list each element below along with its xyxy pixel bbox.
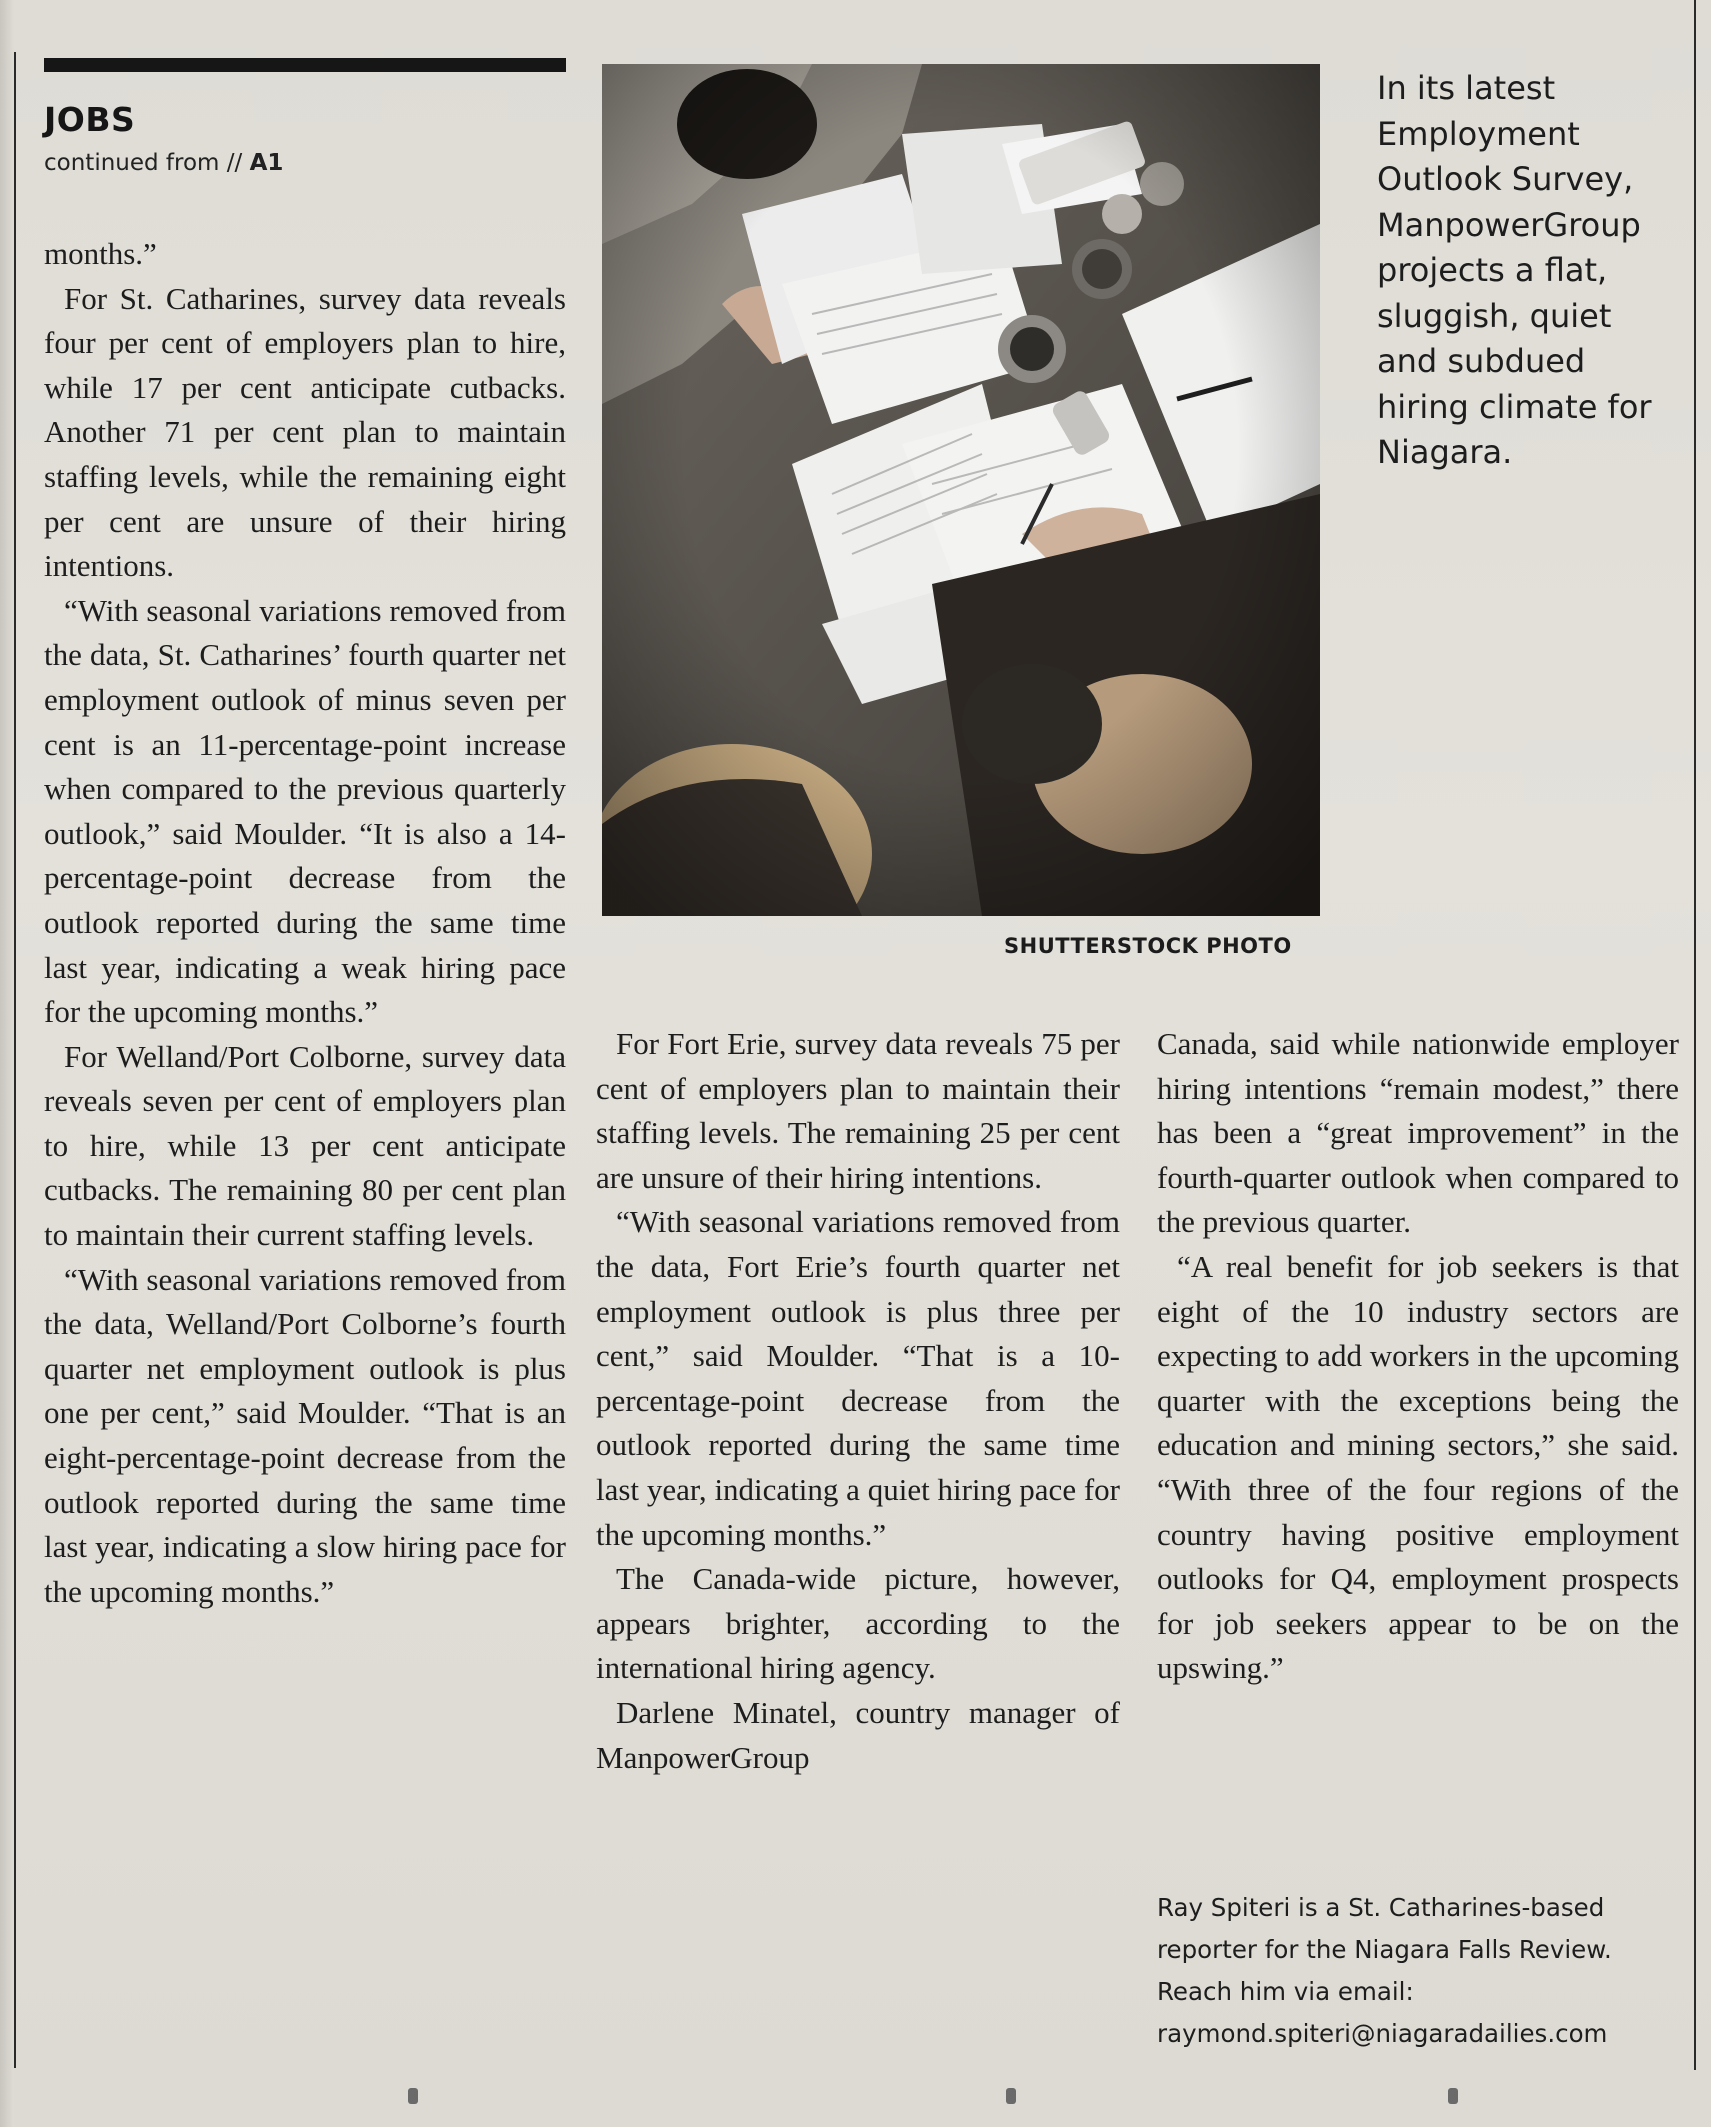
paragraph: “A real benefit for job seekers is that eight of the 10 industry sectors are expecting to add workers in the upcoming quarter with the exceptions being the education and mining sectors,” she said. “With three of the four regions of the country having positive employment outlooks for Q4, employment prospects for job seekers appear to be on the upswing.”: [1157, 1248, 1679, 1686]
paragraph: For St. Catharines, survey data reveals four per cent of employers plan to hire, while 17 per cent anticipate cutbacks. Another 71 per cent plan to maintain staffing levels, while the remaining eight per cent are unsure of their hiring intentions.: [44, 280, 566, 584]
paragraph: Darlene Minatel, country manager of ManpowerGroup: [596, 1694, 1120, 1775]
paragraph: “With seasonal variations removed from the data, St. Catharines’ fourth quarter net employment outlook of minus seven per cent is an 11-percentage-point increase when compared to the previous quarterly outlook,” said Moulder. “It is also a 14-percentage-point decrease from the outlook reported during the same time last year, indicating a weak hiring pace for the upcoming months.”: [44, 592, 566, 1030]
section-kicker: JOBS: [44, 100, 136, 139]
article-photo: [602, 64, 1320, 916]
photo-credit: SHUTTERSTOCK PHOTO: [1004, 934, 1292, 958]
left-column-rule: [14, 52, 16, 2068]
photo-caption: In its latest Employment Outlook Survey, ManpowerGroup projects a flat, sluggish, quiet and subdued hiring climate for Niagara.: [1377, 69, 1652, 471]
continued-page: A1: [249, 150, 284, 176]
page-edge-shadow: [0, 0, 14, 2127]
paragraph: Canada, said while nationwide employer hiring intentions “remain modest,” there has been a “great improvement” in the fourth-quarter outlook when compared to the previous quarter.: [1157, 1026, 1679, 1240]
binding-hole: [1448, 2088, 1458, 2104]
paragraph: “With seasonal variations removed from the data, Welland/Port Colborne’s fourth quarter net employment outlook is plus one per cent,” said Moulder. “That is an eight-percentage-point decrease from the outlook reported during the same time last year, indicating a slow hiring pace for the upcoming months.”: [44, 1261, 566, 1609]
binding-hole: [408, 2088, 418, 2104]
continued-label: continued from //: [44, 150, 243, 176]
photo-illustration: [602, 64, 1320, 916]
paragraph: “With seasonal variations removed from the data, Fort Erie’s fourth quarter net employment outlook is plus three per cent,” said Moulder. “That is a 10-percentage-point decrease from the outlook reported during the same time last year, indicating a quiet hiring pace for the upcoming months.”: [596, 1204, 1120, 1552]
article-column-1: [44, 232, 566, 1614]
continued-from-line: [44, 150, 283, 176]
paragraph: For Fort Erie, survey data reveals 75 per cent of employers plan to maintain their staffing levels. The remaining 25 per cent are unsure of their hiring intentions.: [596, 1026, 1120, 1195]
paragraph: The Canada-wide picture, however, appears brighter, according to the international hiring agency.: [596, 1561, 1120, 1686]
article-column-3: [1157, 1022, 1679, 1691]
paragraph: months.”: [44, 236, 157, 271]
article-column-2: [596, 1022, 1120, 1780]
paragraph: For Welland/Port Colborne, survey data reveals seven per cent of employers plan to hire, while 13 per cent anticipate cutbacks. The remaining 80 per cent plan to maintain their current staffing levels.: [44, 1038, 566, 1253]
right-column-rule: [1694, 0, 1696, 2070]
section-top-bar: [44, 58, 566, 72]
author-bio: Ray Spiteri is a St. Catharines-based reporter for the Niagara Falls Review. Reach him via email: raymond.spiteri@niagaradailies.com: [1157, 1893, 1612, 2048]
binding-hole: [1006, 2088, 1016, 2104]
